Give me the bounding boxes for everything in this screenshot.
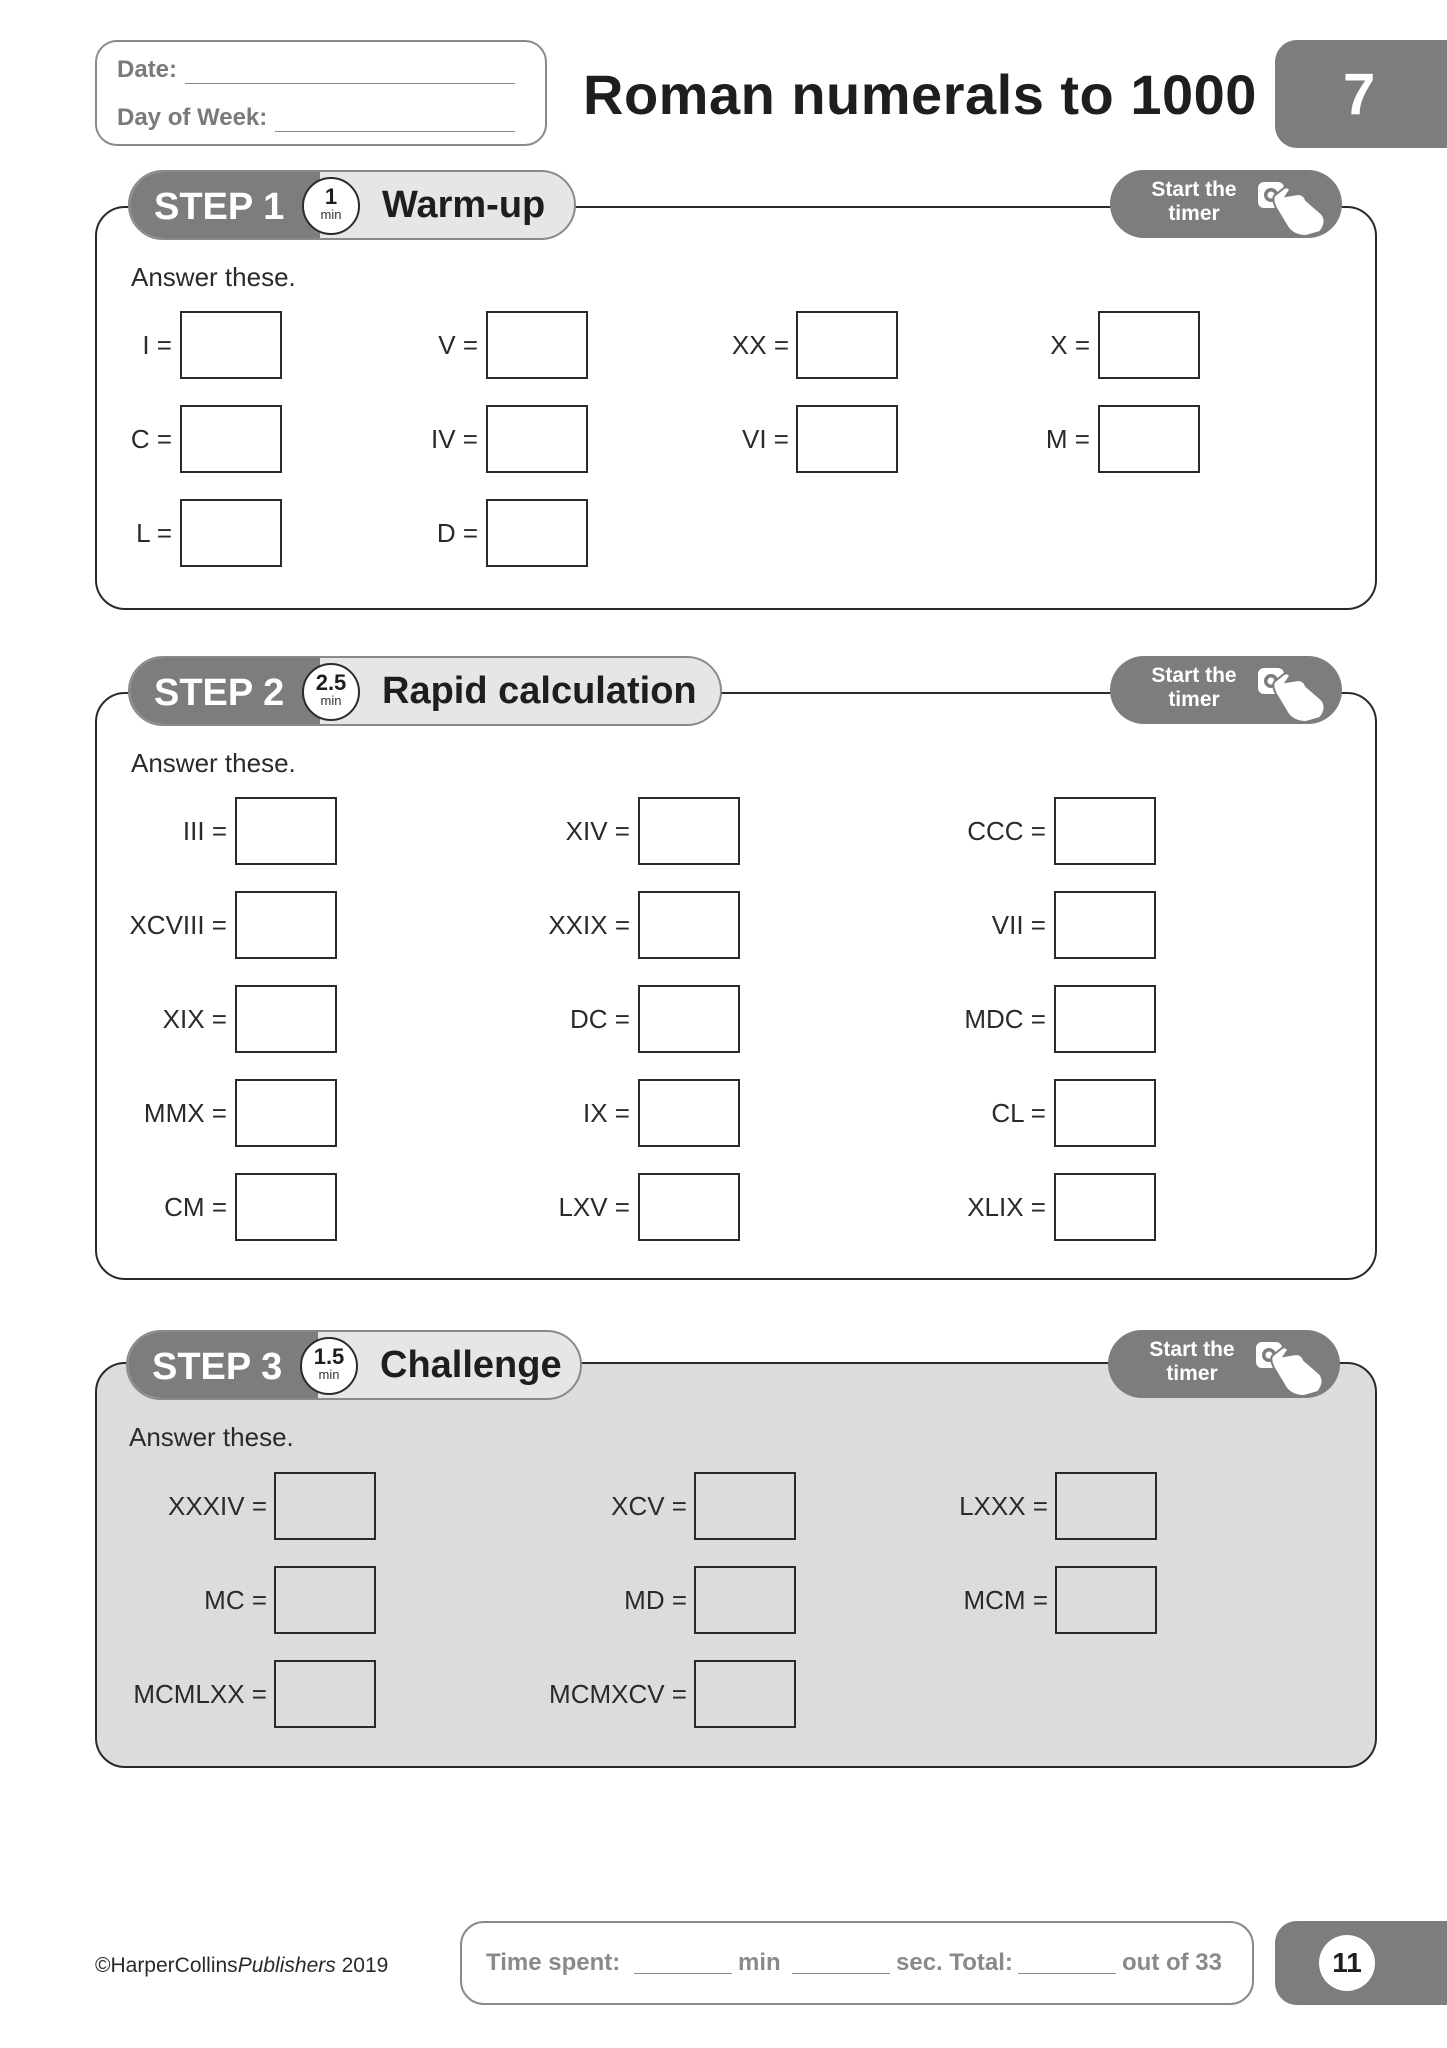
step1-minutes: 1	[324, 184, 338, 209]
step1-title: Warm-up	[382, 184, 546, 226]
question-label: C =	[130, 424, 172, 454]
step3-minutes: 1.5	[313, 1344, 345, 1369]
start-timer-button[interactable]	[1108, 1330, 1340, 1398]
question-label: CM =	[164, 1192, 227, 1222]
answer-box[interactable]	[1098, 405, 1200, 473]
date-box	[95, 40, 547, 146]
answer-box[interactable]	[1055, 1472, 1157, 1540]
page-number-tab	[1275, 1921, 1447, 2005]
seconds-entry-line[interactable]	[792, 1973, 890, 1974]
question-label: XIX =	[162, 1004, 227, 1034]
hand-tap-icon	[1248, 1334, 1332, 1398]
question-label: XLIX =	[967, 1192, 1046, 1222]
question-label: XCVIII =	[129, 910, 227, 940]
date-label: Date:	[117, 56, 178, 83]
answer-box[interactable]	[1054, 1079, 1156, 1147]
time-spent-label: Time spent:	[486, 1949, 621, 1976]
question-label: III =	[182, 816, 227, 846]
copyright	[95, 1954, 388, 1978]
stopwatch-icon	[300, 1337, 358, 1395]
day-of-week-field[interactable]	[117, 104, 515, 132]
step2-label: STEP 2	[154, 672, 285, 714]
question-label: XIV =	[565, 816, 630, 846]
answer-box[interactable]	[235, 1173, 337, 1241]
timer-label-line2: timer	[1166, 1362, 1218, 1385]
step2-title: Rapid calculation	[382, 670, 697, 712]
stopwatch-icon	[302, 663, 360, 721]
question-label: CL =	[991, 1098, 1046, 1128]
answer-box[interactable]	[486, 311, 588, 379]
question-label: D =	[436, 518, 478, 548]
timer-label-line2: timer	[1168, 202, 1220, 225]
divider	[576, 1362, 1110, 1364]
divider	[716, 692, 1110, 694]
answer-box[interactable]	[638, 1079, 740, 1147]
answer-box[interactable]	[235, 797, 337, 865]
day-entry-line[interactable]	[275, 107, 515, 132]
answer-box[interactable]	[694, 1472, 796, 1540]
question-label: VI =	[742, 424, 789, 454]
question-label: MDC =	[964, 1004, 1046, 1034]
timer-label-line1: Start the	[1151, 664, 1237, 687]
copyright-prefix: ©HarperCollins	[95, 1954, 238, 1977]
min-unit: min	[320, 207, 342, 222]
date-field[interactable]	[117, 56, 515, 84]
step1-instruction: Answer these.	[131, 262, 296, 292]
question-label: MCMLXX =	[133, 1679, 267, 1709]
step2-minutes: 2.5	[315, 670, 347, 695]
answer-box[interactable]	[1054, 797, 1156, 865]
step3-title: Challenge	[380, 1344, 562, 1386]
answer-box[interactable]	[638, 797, 740, 865]
answer-box[interactable]	[694, 1566, 796, 1634]
answer-box[interactable]	[1054, 891, 1156, 959]
total-entry-line[interactable]	[1018, 1973, 1116, 1974]
time-spent-box	[460, 1921, 1254, 2005]
copyright-publishers: Publishers	[237, 1954, 336, 1977]
step3-label: STEP 3	[152, 1346, 283, 1388]
date-entry-line[interactable]	[185, 59, 515, 84]
start-timer-button[interactable]	[1110, 170, 1342, 238]
minutes-entry-line[interactable]	[634, 1973, 732, 1974]
answer-box[interactable]	[180, 311, 282, 379]
question-label: VII =	[991, 910, 1046, 940]
question-label: MC =	[204, 1585, 267, 1615]
answer-box[interactable]	[235, 891, 337, 959]
question-label: V =	[438, 330, 478, 360]
out-of-label: out of 33	[1122, 1949, 1222, 1976]
min-label: min	[738, 1949, 781, 1976]
divider	[570, 206, 1110, 208]
answer-box[interactable]	[694, 1660, 796, 1728]
stopwatch-icon	[302, 177, 360, 235]
answer-box[interactable]	[235, 1079, 337, 1147]
page-number: 11	[1319, 1935, 1375, 1991]
min-unit: min	[320, 693, 342, 708]
answer-box[interactable]	[638, 985, 740, 1053]
answer-box[interactable]	[486, 499, 588, 567]
question-label: MMX =	[143, 1098, 227, 1128]
question-label: XXXIV =	[168, 1491, 267, 1521]
answer-box[interactable]	[274, 1660, 376, 1728]
answer-box[interactable]	[638, 1173, 740, 1241]
question-label: CCC =	[967, 816, 1046, 846]
answer-box[interactable]	[638, 891, 740, 959]
question-label: M =	[1045, 424, 1090, 454]
answer-box[interactable]	[1054, 985, 1156, 1053]
question-label: MCMXCV =	[549, 1679, 687, 1709]
answer-box[interactable]	[1098, 311, 1200, 379]
answer-box[interactable]	[180, 405, 282, 473]
question-label: MD =	[624, 1585, 687, 1615]
hand-tap-icon	[1250, 660, 1334, 724]
timer-label-line1: Start the	[1151, 178, 1237, 201]
copyright-year: 2019	[341, 1954, 389, 1977]
question-label: XX =	[731, 330, 789, 360]
answer-box[interactable]	[1054, 1173, 1156, 1241]
question-label: XCV =	[611, 1491, 687, 1521]
question-label: XXIX =	[548, 910, 630, 940]
question-label: L =	[136, 518, 172, 548]
answer-box[interactable]	[235, 985, 337, 1053]
lesson-number: 7	[1343, 61, 1376, 127]
question-label: I =	[142, 330, 172, 360]
question-label: LXV =	[558, 1192, 630, 1222]
question-label: X =	[1050, 330, 1090, 360]
question-label: IV =	[431, 424, 478, 454]
step3-header	[126, 1330, 582, 1400]
answer-box[interactable]	[274, 1472, 376, 1540]
step2-instruction: Answer these.	[131, 748, 296, 778]
day-of-week-label: Day of Week:	[117, 104, 268, 131]
answer-box[interactable]	[180, 499, 282, 567]
answer-box[interactable]	[796, 311, 898, 379]
step2-header	[128, 656, 722, 726]
sec-total-label: sec. Total:	[896, 1949, 1013, 1976]
answer-box[interactable]	[486, 405, 588, 473]
step1-header	[128, 170, 576, 240]
page-title: Roman numerals to 1000	[583, 63, 1257, 126]
question-label: MCM =	[963, 1585, 1048, 1615]
step1-label: STEP 1	[154, 186, 285, 228]
answer-box[interactable]	[274, 1566, 376, 1634]
min-unit: min	[318, 1367, 340, 1382]
question-label: IX =	[583, 1098, 630, 1128]
question-label: LXXX =	[959, 1491, 1048, 1521]
lesson-number-tab	[1275, 40, 1447, 148]
answer-box[interactable]	[796, 405, 898, 473]
start-timer-button[interactable]	[1110, 656, 1342, 724]
question-label: DC =	[570, 1004, 630, 1034]
step3-instruction: Answer these.	[129, 1422, 294, 1452]
answer-box[interactable]	[1055, 1566, 1157, 1634]
timer-label-line2: timer	[1168, 688, 1220, 711]
timer-label-line1: Start the	[1149, 1338, 1235, 1361]
hand-tap-icon	[1250, 174, 1334, 238]
